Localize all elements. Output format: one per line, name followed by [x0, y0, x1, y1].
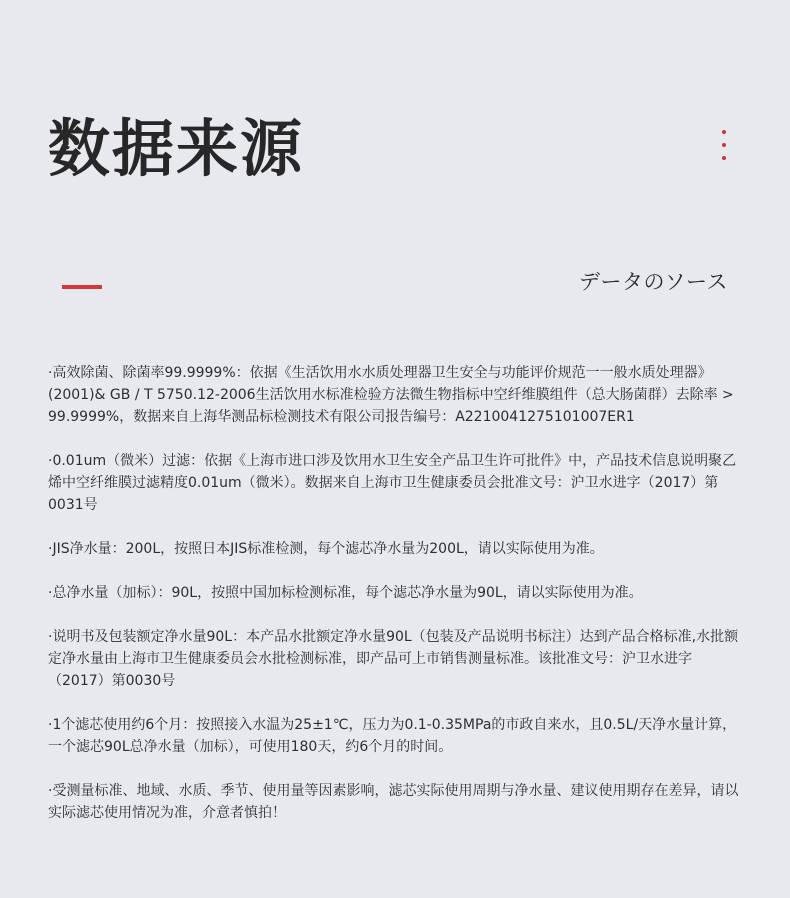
- note-item: ·JIS净水量：200L，按照日本JIS标准检测，每个滤芯净水量为200L，请以实际使用为准。: [48, 541, 604, 557]
- page-subtitle: データのソース: [578, 270, 728, 294]
- decorative-dots: [722, 130, 726, 160]
- note-item: ·说明书及包装额定净水量90L：本产品水批额定净水量90L（包装及产品说明书标注）达到产品合格标准,水批额定净水量由上海市卫生健康委员会水批检测标准，即产品可上市销售测量标准。该批准文号：沪卫水进字（2017）第0030号: [48, 629, 739, 689]
- dot: [722, 143, 726, 147]
- accent-bar: [62, 285, 102, 289]
- note-item: ·1个滤芯使用约6个月：按照接入水温为25±1℃，压力为0.1-0.35MPa的市政自来水，且0.5L/天净水量计算，一个滤芯90L总净水量（加标），可使用180天，约6个月的时间。: [48, 717, 737, 755]
- note-item: ·高效除菌、除菌率99.9999%：依据《生活饮用水水质处理器卫生安全与功能评价规范一一般水质处理器》(2001)& GB / T 5750.12-2006生活饮用水标准检验方法微生物指标中空纤维膜组件（总大肠菌群）去除率 > 99.9999%，数据来自上海华测品标检测技术有限公司报告编号：A2210041275101007ER1: [48, 365, 734, 425]
- dot: [722, 156, 726, 160]
- page-title: 数据来源: [48, 112, 305, 185]
- dot: [722, 130, 726, 134]
- note-item: ·0.01um（微米）过滤：依据《上海市进口涉及饮用水卫生安全产品卫生许可批件》中，产品技术信息说明聚乙烯中空纤维膜过滤精度0.01um（微米）。数据来自上海市卫生健康委员会批准文号：沪卫水进字（2017）第0031号: [48, 453, 737, 513]
- note-item: ·总净水量（加标）：90L，按照中国加标检测标准，每个滤芯净水量为90L，请以实际使用为准。: [48, 585, 643, 601]
- notes-list: [48, 362, 748, 846]
- note-item: ·受测量标准、地域、水质、季节、使用量等因素影响，滤芯实际使用周期与净水量、建议使用期存在差异，请以实际滤芯使用情况为准，介意者慎拍！: [48, 783, 739, 821]
